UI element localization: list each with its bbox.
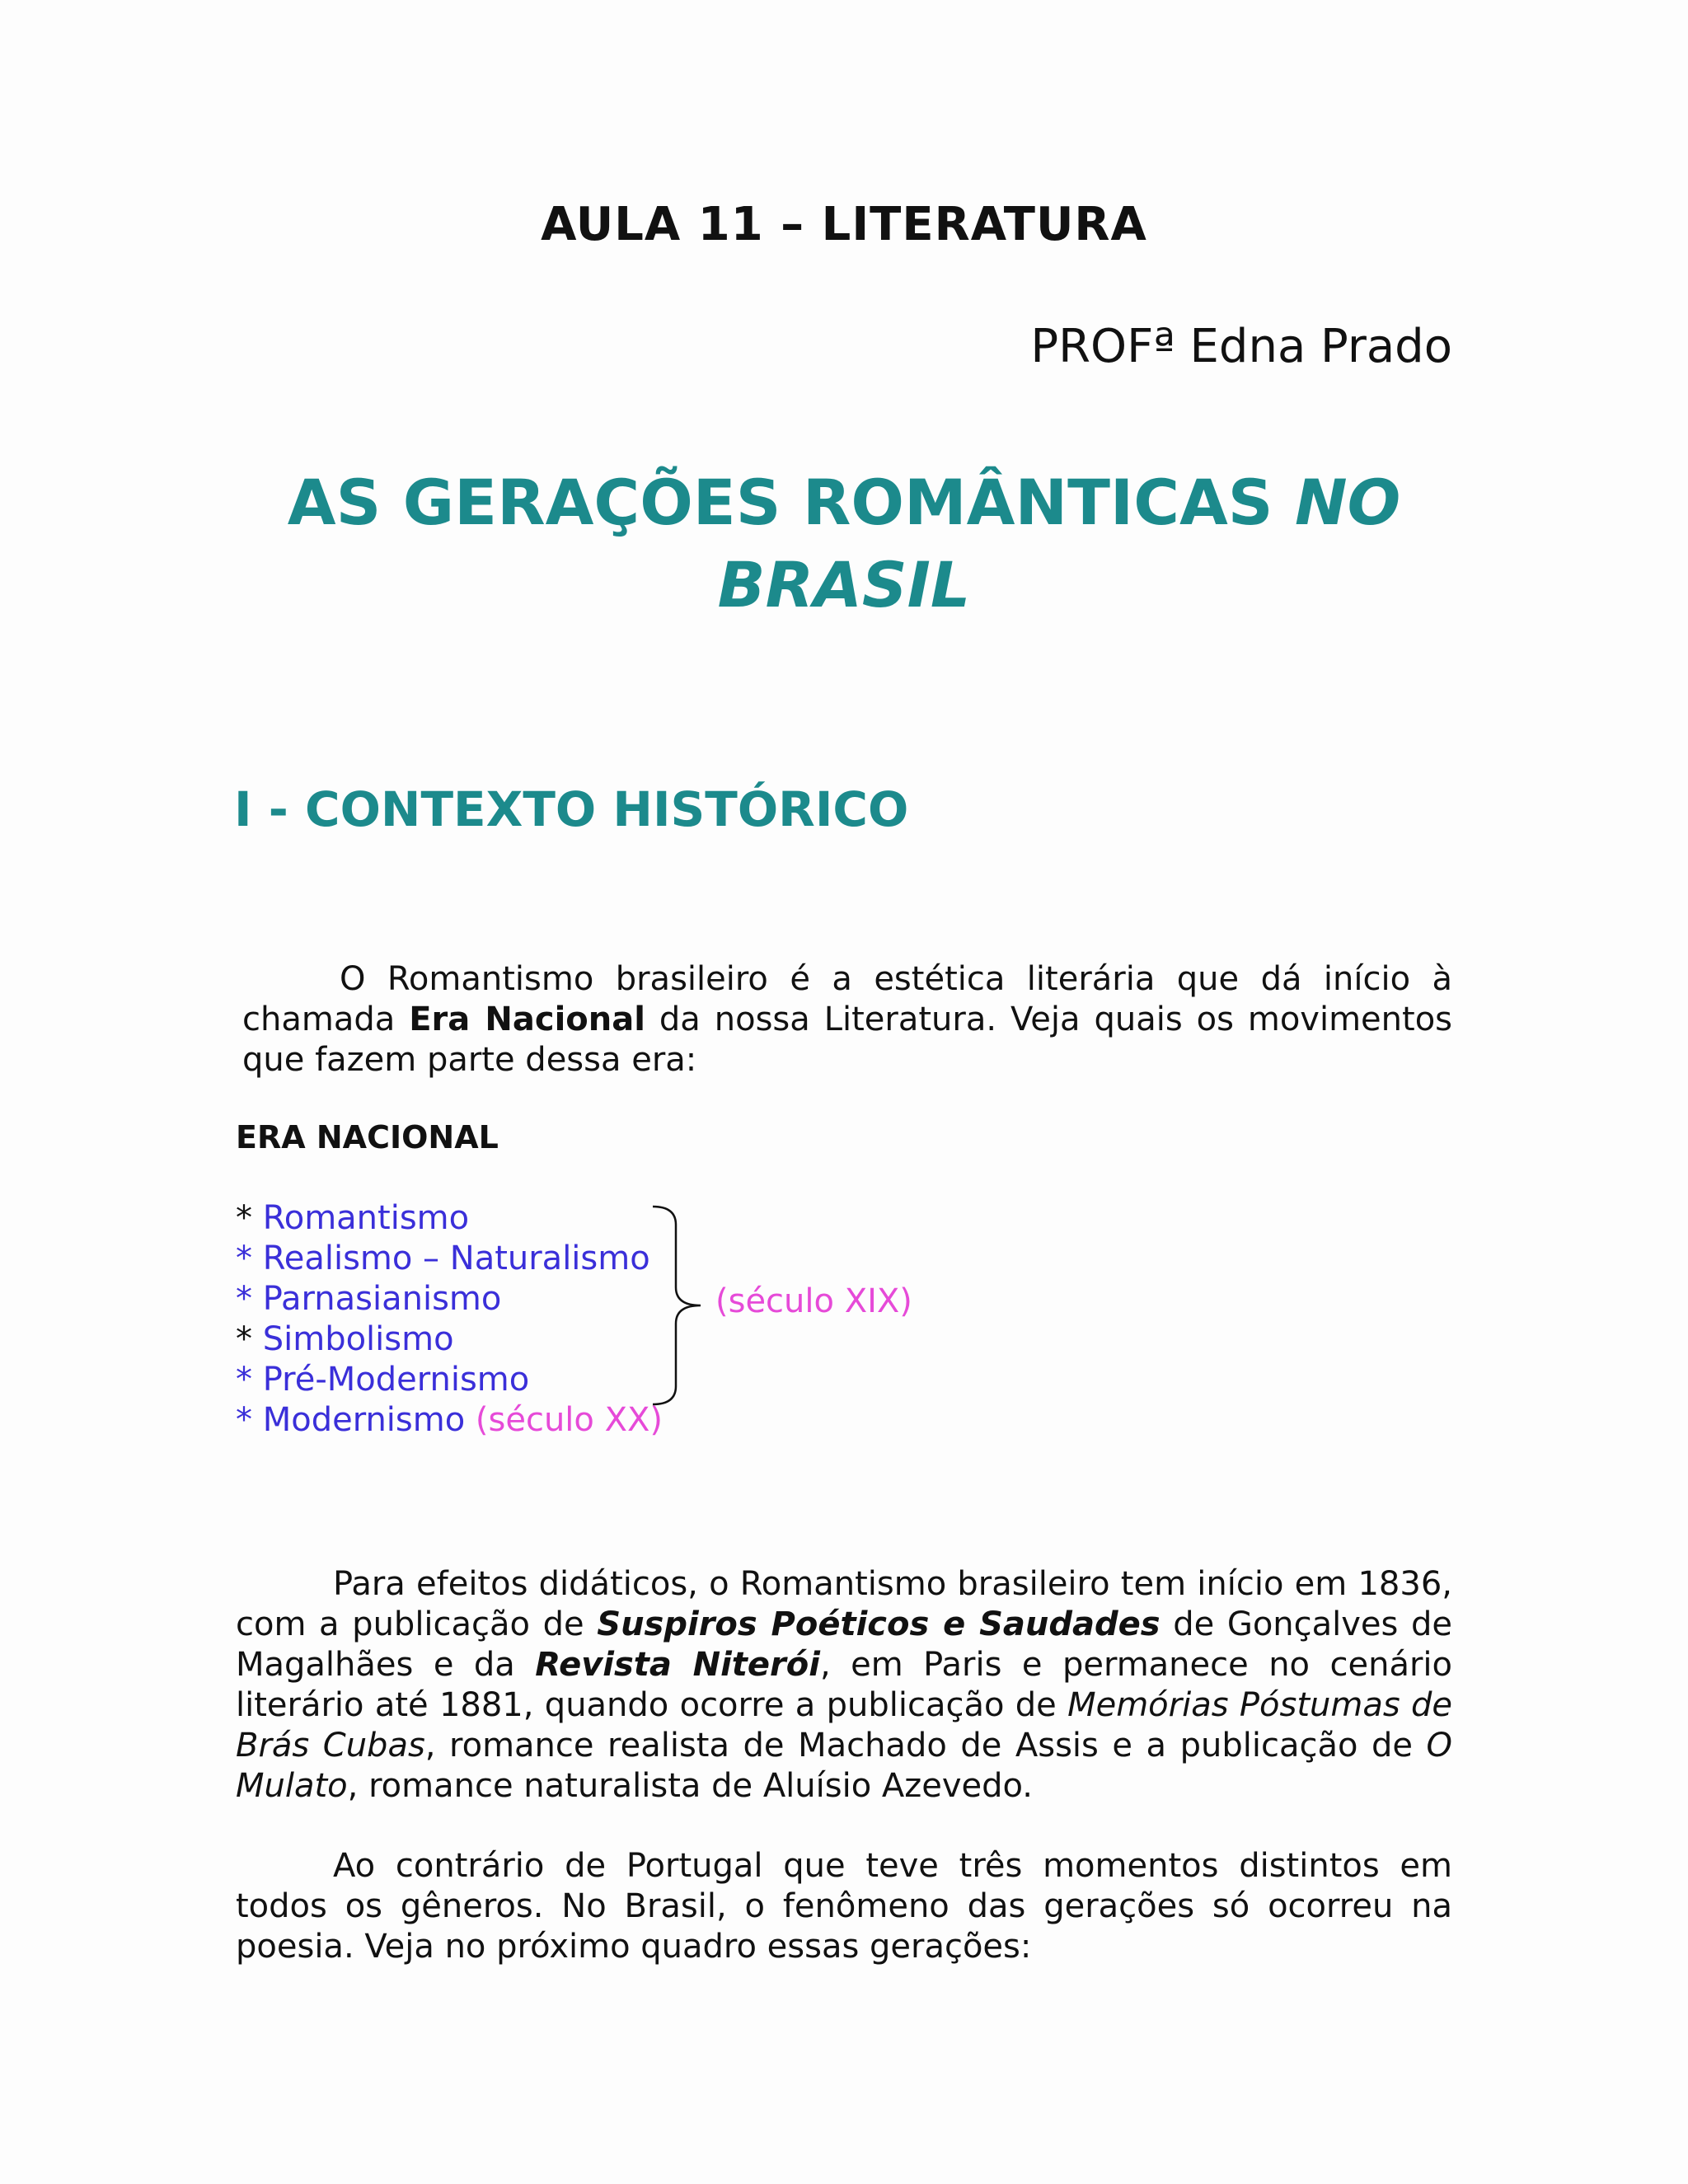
bullet-star: *: [236, 1401, 263, 1439]
list-item: [236, 1400, 663, 1441]
book-title-mulato: O Mulato: [236, 1727, 1452, 1805]
intro-bold: Era Nacional: [409, 1001, 645, 1038]
bullet-star: *: [236, 1361, 263, 1399]
intro-text-2: da nossa Literatura. Veja quais os movimentos que fazem parte dessa era:: [242, 1001, 1453, 1079]
list-item: [236, 1239, 663, 1279]
main-title-italic-no: NO: [1295, 466, 1401, 539]
book-title-memorias: Memórias Póstumas de Brás Cubas: [236, 1686, 1452, 1765]
list-item: [236, 1198, 663, 1239]
movement-label: Simbolismo: [262, 1320, 454, 1358]
para2-text: , romance naturalista de Aluísio Azevedo.: [347, 1767, 1034, 1805]
bullet-star: *: [236, 1280, 263, 1318]
generations-paragraph: [236, 1846, 1452, 1967]
bullet-star: *: [236, 1320, 263, 1358]
main-title-regular: AS GERAÇÕES ROMÂNTICAS: [287, 466, 1295, 539]
section-heading: I - CONTEXTO HISTÓRICO: [234, 781, 909, 837]
list-item: [236, 1279, 663, 1319]
main-title: [231, 462, 1457, 626]
intro-text-1: O Romantismo brasileiro é a estética literária que dá início à chamada: [242, 960, 1452, 1038]
movement-label: Pré-Modernismo: [262, 1361, 530, 1399]
century-label-xix: (século XIX): [715, 1282, 912, 1320]
para2-text: de Gonçalves de Magalhães e da: [236, 1605, 1452, 1684]
para2-text: Para efeitos didáticos, o Romantismo brasileiro tem início em 1836, com a publicação de: [236, 1565, 1452, 1643]
magazine-title-niteroi: Revista Niterói: [535, 1646, 820, 1684]
movement-label: Realismo – Naturalismo: [262, 1240, 650, 1277]
movement-label: Parnasianismo: [262, 1280, 502, 1318]
century-label: (século XX): [475, 1401, 663, 1439]
book-title-suspiros: Suspiros Poéticos e Saudades: [597, 1605, 1160, 1643]
list-item: [236, 1319, 663, 1360]
era-movement-list: [236, 1198, 663, 1441]
didactic-paragraph: [236, 1564, 1452, 1807]
movement-label: Modernismo: [262, 1401, 466, 1439]
movement-label: Romantismo: [262, 1199, 470, 1237]
bullet-star: *: [236, 1240, 263, 1277]
curly-brace-icon: [651, 1205, 717, 1406]
main-title-italic-brasil: BRASIL: [717, 548, 971, 621]
para3-text: Ao contrário de Portugal que teve três momentos distintos em todos os gêneros. No Brasil, o fenômeno das gerações só ocorreu na poesia. Veja no próximo quadro essas gerações:: [236, 1847, 1452, 1966]
list-item: [236, 1360, 663, 1400]
para2-text: , em Paris e permanece no cenário literário até 1881, quando ocorre a publicação de: [236, 1646, 1452, 1724]
professor-name: PROFª Edna Prado: [1030, 320, 1452, 373]
bullet-star: *: [236, 1199, 263, 1237]
intro-paragraph: [242, 959, 1452, 1080]
lesson-title: AULA 11 – LITERATURA: [541, 198, 1147, 251]
era-heading: ERA NACIONAL: [236, 1119, 499, 1155]
para2-text: , romance realista de Machado de Assis e a publicação de: [424, 1727, 1427, 1765]
